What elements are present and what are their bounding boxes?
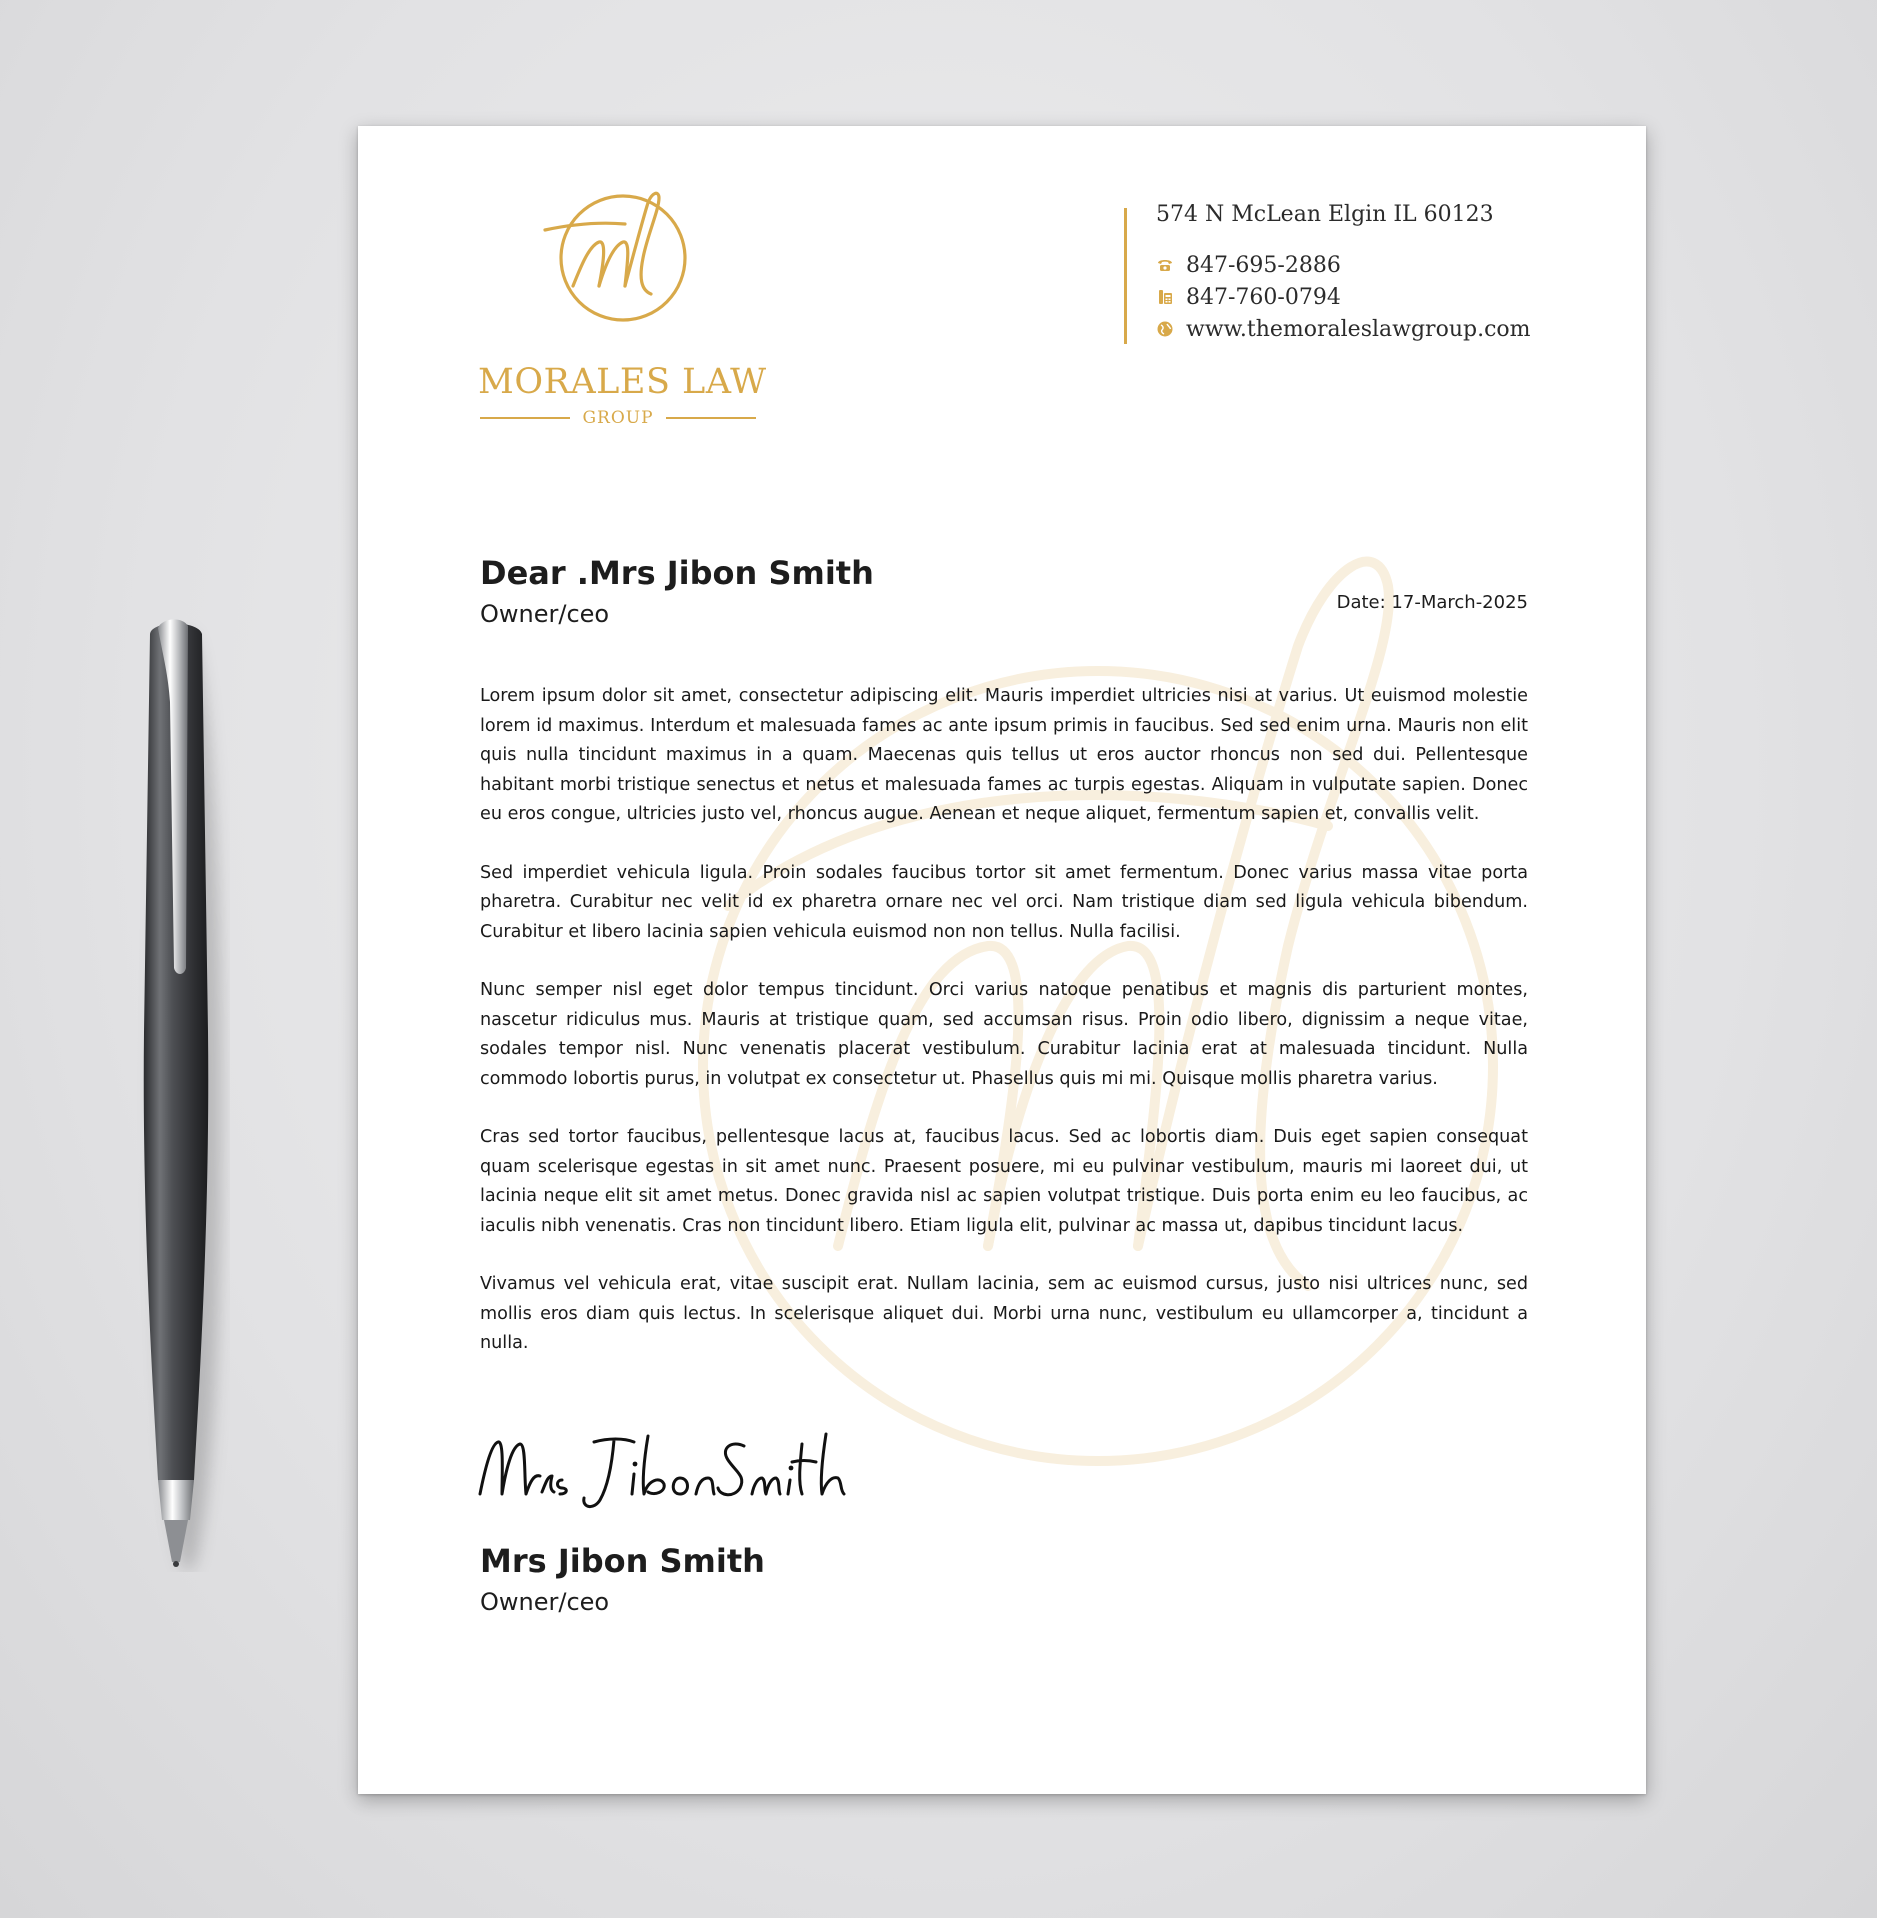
letterhead-page — [358, 126, 1646, 1794]
contact-divider — [1124, 208, 1127, 344]
paragraph-5: Vivamus vel vehicula erat, vitae suscipit erat. Nullam lacinia, sem ac euismod cursus, justo nisi ultrices nunc, sed mollis eros diam quis lectus. In scelerisque aliquet dui. Morbi urna nunc, vestibulum eu ullamcorper a, tincidunt a nulla. — [480, 1274, 1528, 1353]
letter-body — [480, 682, 1528, 1388]
fax-icon — [1156, 288, 1174, 306]
paragraph-2: Sed imperdiet vehicula ligula. Proin sodales faucibus tortor sit amet fermentum. Donec varius massa vitae porta pharetra. Curabitur nec velit id ex pharetra ornare nec vel orci. Nam tristique diam sed ligula vehicula bibendum. Curabitur et libero lacinia sapien vehicula euismod non non tellus. Nulla facilisi. — [480, 862, 1528, 942]
phone-icon — [1156, 256, 1174, 274]
subtitle-rule-right — [666, 417, 756, 419]
company-name: MORALES LAW — [478, 362, 767, 402]
subtitle-rule-left — [480, 417, 570, 419]
contact-website — [1156, 314, 1531, 344]
letter-date: Date: 17-March-2025 — [1336, 592, 1528, 613]
website-link[interactable]: www.themoraleslawgroup.com — [1186, 316, 1531, 342]
recipient-role: Owner/ceo — [480, 600, 610, 628]
signatory-name: Mrs Jibon Smith — [480, 1542, 765, 1580]
paragraph-4: Cras sed tortor faucibus, pellentesque lacus at, faucibus lacus. Sed ac lobortis diam. Duis eget sapien consequat quam scelerisque egestas in sit amet nunc. Praesent posuere, mi eu pulvinar vestibulum, mauris mi laoreet dui, ut lacinia neque elit sit amet metus. Donec gravida nisl ac sapien volutpat tristique. Duis porta enim eu leo faucibus, ac iaculis nibh venenatis. Cras non tincidunt libero. Etiam ligula elit, pulvinar ac massa ut, dapibus tincidunt lacus. — [480, 1127, 1528, 1236]
company-sub: GROUP — [582, 408, 654, 428]
pen-image — [130, 612, 230, 1572]
contact-phone — [1156, 250, 1341, 280]
fax-number: 847-760-0794 — [1186, 284, 1341, 310]
globe-icon — [1156, 320, 1174, 338]
contact-fax — [1156, 282, 1341, 312]
company-subtitle — [478, 406, 758, 430]
paragraph-1: Lorem ipsum dolor sit amet, consectetur adipiscing elit. Mauris imperdiet ultricies nisi at varius. Ut euismod molestie lorem id maximus. Interdum et malesuada fames ac ante ipsum primis in faucibus. Sed sed enim urna. Mauris non elit quis nulla tincidunt maximus in a quam. Maecenas quis tellus ut eros auctor rhoncus non sed dui. Pellentesque habitant morbi tristique senectus et netus et malesuada fames ac turpis egestas. Aliquam in vulputate sapien. Donec eu eros congue, ultricies justo vel, rhoncus augue. Aenean et neque aliquet, fermentum sapien et, convallis velit. — [480, 686, 1528, 824]
letter-greeting: Dear .Mrs Jibon Smith — [480, 554, 874, 592]
handwritten-signature — [476, 1424, 856, 1514]
phone-number: 847-695-2886 — [1186, 252, 1341, 278]
paragraph-3: Nunc semper nisl eget dolor tempus tincidunt. Orci varius natoque penatibus et magnis dis parturient montes, nascetur ridiculus mus. Mauris at tristique quam, sed accumsan risus. Proin odio libero, dignissim a neque vitae, sodales tempor nisl. Nunc venenatis placerat vestibulum. Curabitur lacinia erat at malesuada tincidunt. Nulla commodo lobortis purus, in volutpat ex consectetur ut. Phasellus quis mi mi. Quisque mollis pharetra varius. — [480, 980, 1528, 1089]
monogram-logo-icon — [543, 186, 693, 326]
company-address: 574 N McLean Elgin IL 60123 — [1156, 202, 1494, 227]
company-logo — [478, 186, 767, 428]
signatory-role: Owner/ceo — [480, 1588, 610, 1616]
